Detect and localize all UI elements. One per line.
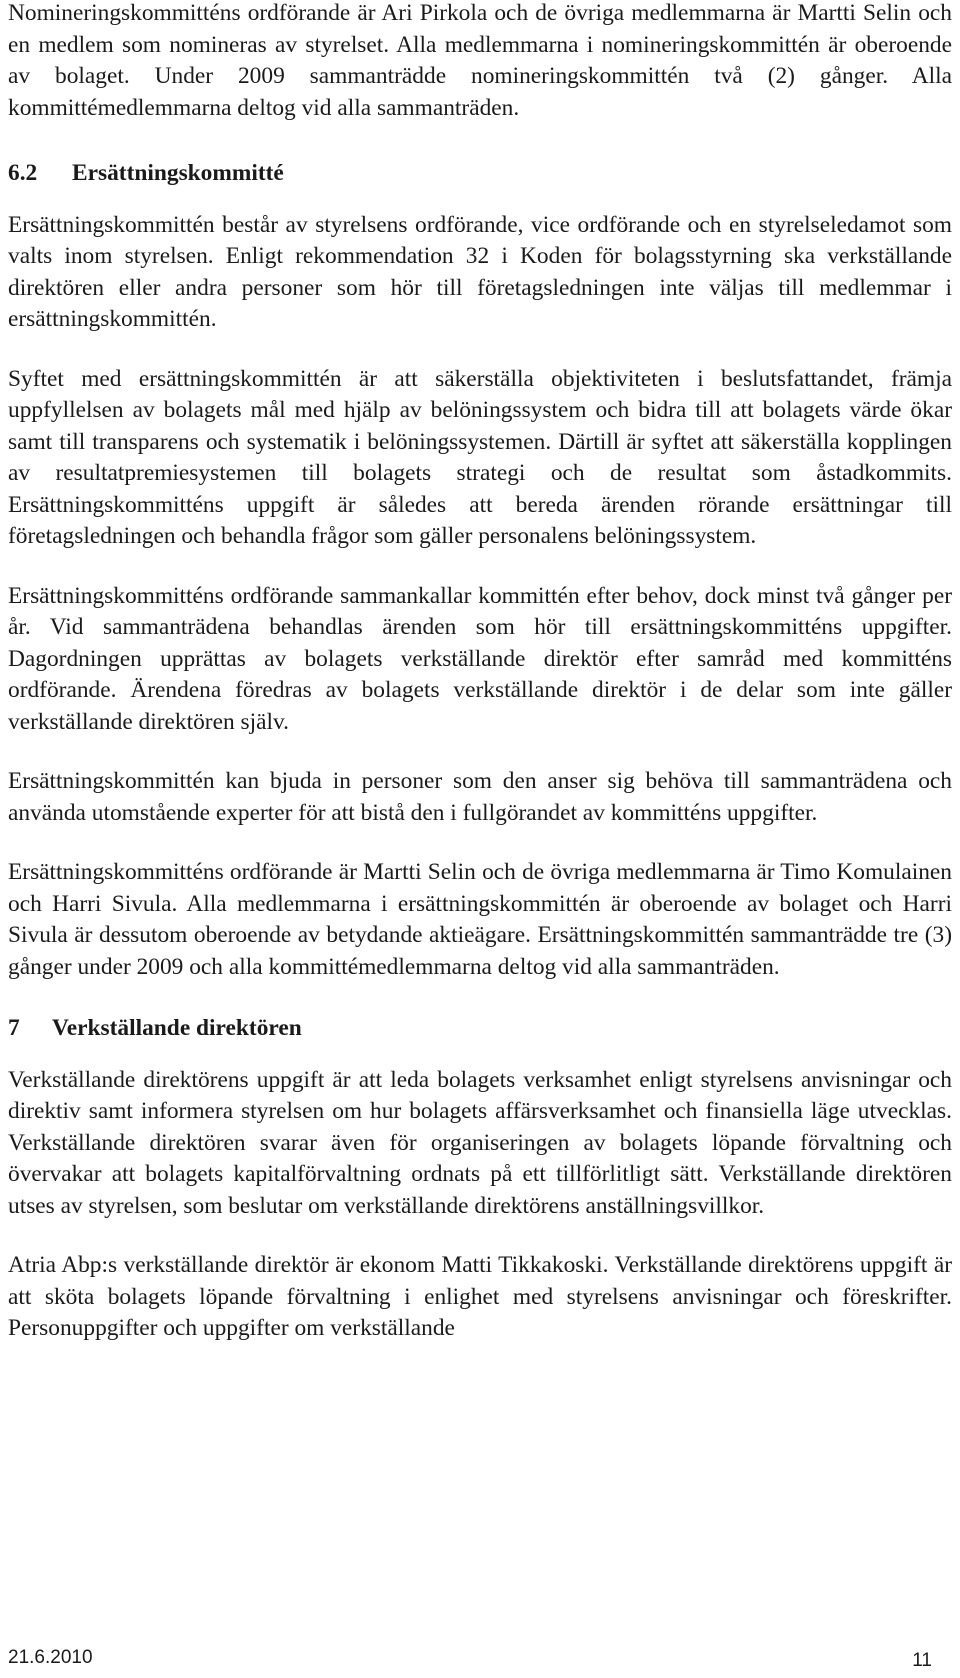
paragraph-external-experts: Ersättningskommittén kan bjuda in personer som den anser sig behöva till sammanträdena och använda utomstående experter för att bistå den i fullgörandet av kommitténs uppgifter. [8, 768, 952, 826]
page-number: 11 [912, 1650, 932, 1671]
paragraph-committee-members: Ersättningskommitténs ordförande är Martti Selin och de övriga medlemmarna är Timo Komulainen och Harri Sivula. Alla medlemmarna i ersättningskommittén är oberoende av bolaget och Harri Sivula är dessutom oberoende av betydande aktieägare. Ersättningskommittén sammanträdde tre (3) gånger under 2009 och alla kommittémedlemmarna deltog vid alla sammanträden. [8, 859, 952, 980]
page-content [8, 0, 952, 1345]
section-number: 6.2 [8, 160, 38, 186]
footer-date: 21.6.2010 [8, 1647, 93, 1668]
paragraph-committee-composition: Ersättningskommittén består av styrelsens ordförande, vice ordförande och en styrelseledamot som valts inom styrelsen. Enligt rekommendation 32 i Koden för bolagsstyrning ska verkställande direktören eller andra personer som hör till företagsledningen inte väljas till medlemmar i ersättningskommittén. [8, 211, 952, 332]
section-title: Ersättningskommitté [72, 160, 284, 186]
paragraph-nomination-committee: Nomineringskommitténs ordförande är Ari Pirkola och de övriga medlemmarna är Martti Selin och en medlem som nomineras av styrelset. Alla medlemmarna i nomineringskommittén är oberoende av bolaget. Under 2009 sammanträdde nomineringskommittén två (2) gånger. Alla kommittémedlemmarna deltog vid alla sammanträden. [8, 0, 952, 121]
paragraph-ceo-atria: Atria Abp:s verkställande direktör är ekonom Matti Tikkakoski. Verkställande direktörens uppgift är att sköta bolagets löpande förvaltning i enlighet med styrelsens anvisningar och föreskrifter. Personuppgifter och uppgifter om verkställande [8, 1252, 952, 1341]
paragraph-committee-purpose: Syftet med ersättningskommittén är att säkerställa objektiviteten i beslutsfattandet, främja uppfyllelsen av bolagets mål med hjälp av belöningssystem och bidra till att bolagets värde ökar samt till transparens och systematik i belöningssystemen. Därtill är syftet att säkerställa kopplingen av resultatpremiesystemen till bolagets strategi och de resultat som åstadkommits. Ersättningskommitténs uppgift är således att bereda ärenden rörande ersättningar till företagsledningen och behandla frågor som gäller personalens belöningssystem. [8, 365, 952, 549]
section-heading-7 [8, 1013, 952, 1045]
section-heading-6-2 [8, 158, 952, 190]
paragraph-ceo-duties: Verkställande direktörens uppgift är att leda bolagets verksamhet enligt styrelsens anvisningar och direktiv samt informera styrelsen om hur bolagets affärsverksamhet och finansiella läge utvecklas. Verkställande direktören svarar även för organiseringen av bolagets löpande förvaltning och övervakar att bolagets kapitalförvaltning ordnats på ett tillförlitligt sätt. Verkställande direktören utses av styrelsen, som beslutar om verkställande direktörens anställningsvillkor. [8, 1066, 952, 1219]
section-title: Verkställande direktören [52, 1015, 302, 1041]
paragraph-committee-meetings: Ersättningskommitténs ordförande sammankallar kommittén efter behov, dock minst två gånger per år. Vid sammanträdena behandlas ärenden som hör till ersättningskommitténs uppgifter. Dagordningen upprättas av bolagets verkställande direktör efter samråd med kommitténs ordförande. Ärendena föredras av bolagets verkställande direktör i de delar som inte gäller verkställande direktören själv. [8, 582, 952, 735]
section-number: 7 [8, 1015, 20, 1041]
